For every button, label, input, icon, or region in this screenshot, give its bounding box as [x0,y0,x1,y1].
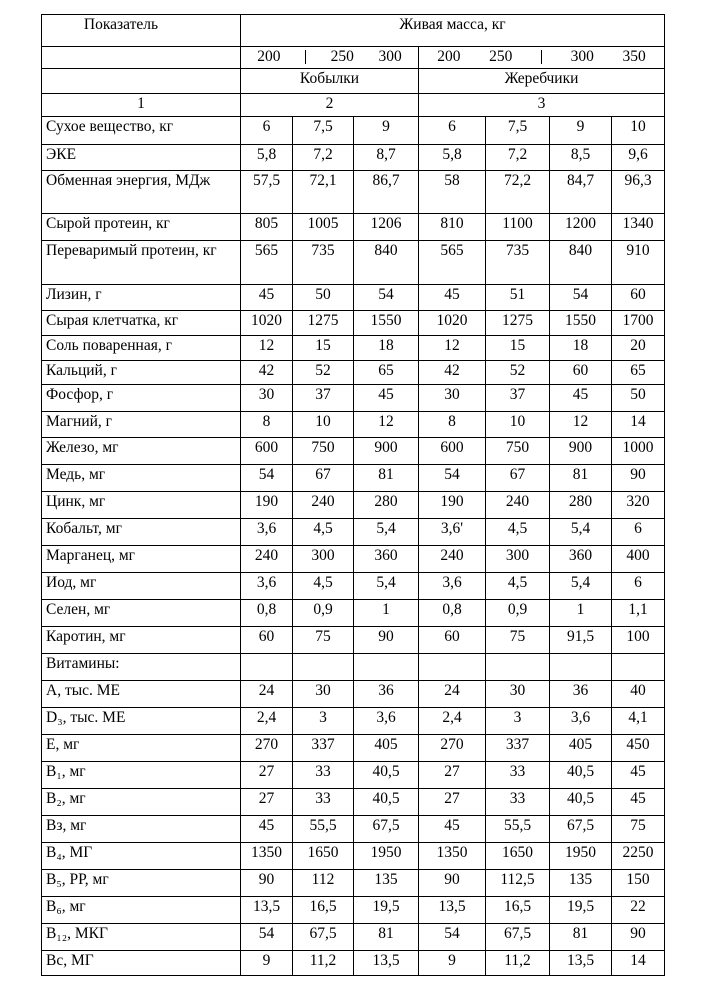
value-cell: 5,4 [354,519,419,546]
value-cell: 7,5 [293,117,354,145]
value-cell: 840 [354,241,419,285]
value-cell: 337 [293,735,354,762]
value-cell: 300 [486,546,550,573]
value-cell: 0,9 [486,600,550,627]
value-cell: 13,5 [550,951,612,976]
value-cell: 16,5 [293,897,354,924]
value-cell: 18 [354,336,419,361]
column-number: 1 [42,94,241,117]
value-cell: 135 [550,870,612,897]
value-cell: 19,5 [354,897,419,924]
value-cell: 14 [612,412,665,438]
value-cell: 45 [354,385,419,412]
value-cell: 735 [293,241,354,285]
value-cell: 72,2 [486,171,550,214]
value-cell: 11,2 [293,951,354,976]
value-cell: 54 [550,285,612,311]
value-cell: 565 [241,241,293,285]
value-cell: 0,8 [241,600,293,627]
value-cell: 75 [293,627,354,654]
nutrition-norms-table [41,14,665,976]
value-cell [354,654,419,681]
colts-weights-header [419,47,665,69]
value-cell: 5,4 [354,573,419,600]
value-cell: 84,7 [550,171,612,214]
value-cell: 900 [354,438,419,465]
value-cell: 240 [486,492,550,519]
live-weight-header: Живая масса, кг [241,15,665,47]
value-cell: 57,5 [241,171,293,214]
value-cell: 30 [293,681,354,708]
table-row [42,546,665,573]
value-cell: 9,6 [612,145,665,171]
value-cell: 270 [241,735,293,762]
value-cell: 1020 [241,311,293,336]
column-number: 2 [241,94,419,117]
table-row [42,241,665,285]
value-cell: 1700 [612,311,665,336]
value-cell: 40,5 [550,762,612,789]
value-cell: 54 [419,924,486,951]
value-cell: 190 [241,492,293,519]
value-cell: 24 [419,681,486,708]
mares-header: Кобылки [241,69,419,94]
value-cell: 2,4 [419,708,486,735]
value-cell: 360 [550,546,612,573]
value-cell: 37 [486,385,550,412]
weight-label: 250 [330,48,354,65]
value-cell: 51 [486,285,550,311]
column-number: 3 [419,94,665,117]
table-row [42,285,665,311]
value-cell: 1340 [612,214,665,241]
value-cell: 1275 [293,311,354,336]
table-row [42,465,665,492]
table-row [42,789,665,816]
value-cell: 45 [241,816,293,843]
value-cell: 0,8 [419,600,486,627]
value-cell: 910 [612,241,665,285]
blank-header-cell [42,69,241,94]
value-cell: 54 [241,924,293,951]
weight-label: 200 [257,48,281,65]
value-cell: 7,2 [486,145,550,171]
value-cell: 5,8 [241,145,293,171]
value-cell: 91,5 [550,627,612,654]
table-row [42,361,665,385]
value-cell: 90 [354,627,419,654]
value-cell: 7,2 [293,145,354,171]
value-cell: 19,5 [550,897,612,924]
value-cell: 240 [241,546,293,573]
value-cell: 45 [419,816,486,843]
value-cell: 42 [419,361,486,385]
value-cell: 9 [550,117,612,145]
value-cell: 45 [419,285,486,311]
value-cell: 27 [419,762,486,789]
value-cell [419,654,486,681]
value-cell: 3,6 [241,573,293,600]
value-cell: 45 [241,285,293,311]
value-cell: 13,5 [354,951,419,976]
blank-header-cell [42,47,241,69]
value-cell: 1200 [550,214,612,241]
row-label: Каротин, мг [42,627,241,654]
row-label: B₅, РР, мг [42,870,241,897]
value-cell: 50 [293,285,354,311]
value-cell: 1350 [419,843,486,870]
value-cell: 900 [550,438,612,465]
row-label: ЭКЕ [42,145,241,171]
value-cell: 81 [550,465,612,492]
value-cell: 6 [612,519,665,546]
value-cell: 67 [486,465,550,492]
value-cell: 750 [486,438,550,465]
value-cell: 240 [419,546,486,573]
value-cell: 135 [354,870,419,897]
value-cell: 75 [486,627,550,654]
row-label: B₆, мг [42,897,241,924]
value-cell: 55,5 [293,816,354,843]
value-cell: 12 [419,336,486,361]
value-cell: 1 [354,600,419,627]
row-label: Сырой протеин, кг [42,214,241,241]
value-cell: 840 [550,241,612,285]
row-label: B₁₂, МКГ [42,924,241,951]
table-row [42,627,665,654]
value-cell: 112 [293,870,354,897]
table-row [42,492,665,519]
value-cell: 54 [241,465,293,492]
row-label: D₃, тыс. МЕ [42,708,241,735]
value-cell: 3,6 [354,708,419,735]
value-cell: 4,5 [486,519,550,546]
value-cell: 3,6 [419,573,486,600]
row-label: А, тыс. МЕ [42,681,241,708]
value-cell: 3,6' [419,519,486,546]
value-cell: 400 [612,546,665,573]
value-cell: 9 [419,951,486,976]
value-cell: 4,5 [486,573,550,600]
value-cell: 3 [293,708,354,735]
value-cell: 30 [241,385,293,412]
table-row [42,708,665,735]
weight-label: 250 [489,48,513,65]
table-row [42,145,665,171]
table-row [42,385,665,412]
value-cell: 12 [354,412,419,438]
table-row [42,897,665,924]
value-cell: 90 [612,465,665,492]
table-row [42,924,665,951]
value-cell: 60 [612,285,665,311]
table-row [42,870,665,897]
value-cell: 33 [486,789,550,816]
value-cell: 81 [354,465,419,492]
value-cell: 565 [419,241,486,285]
value-cell: 300 [293,546,354,573]
table-row [42,438,665,465]
value-cell: 810 [419,214,486,241]
value-cell: 5,8 [419,145,486,171]
row-label: Витамины: [42,654,241,681]
value-cell: 5,4 [550,573,612,600]
value-cell: 37 [293,385,354,412]
table-row [42,412,665,438]
value-cell: 86,7 [354,171,419,214]
row-label: Сухое вещество, кг [42,117,241,145]
value-cell: 96,3 [612,171,665,214]
weight-label: 300 [378,48,402,65]
table-row [42,573,665,600]
value-cell: 33 [293,789,354,816]
row-label: Bз, мг [42,816,241,843]
row-label: Переваримый протеин, кг [42,241,241,285]
value-cell: 6 [419,117,486,145]
value-cell: 280 [354,492,419,519]
value-cell: 75 [612,816,665,843]
row-label: Медь, мг [42,465,241,492]
value-cell: 1950 [354,843,419,870]
row-label: B₂, мг [42,789,241,816]
value-cell: 13,5 [241,897,293,924]
value-cell: 1000 [612,438,665,465]
table-row [42,311,665,336]
row-label: Цинк, мг [42,492,241,519]
value-cell: 45 [612,789,665,816]
value-cell [293,654,354,681]
mares-weights-header [241,47,419,69]
value-cell: 30 [486,681,550,708]
value-cell: 45 [612,762,665,789]
value-cell: 1550 [354,311,419,336]
value-cell: 72,1 [293,171,354,214]
value-cell: 65 [354,361,419,385]
value-cell: 10 [486,412,550,438]
value-cell: 1650 [293,843,354,870]
weight-label: 350 [622,48,646,65]
value-cell: 33 [486,762,550,789]
value-cell: 1275 [486,311,550,336]
value-cell: 240 [293,492,354,519]
value-cell: 20 [612,336,665,361]
value-cell: 1,1 [612,600,665,627]
value-cell: 30 [419,385,486,412]
row-label: Иод, мг [42,573,241,600]
value-cell: 60 [241,627,293,654]
value-cell: 58 [419,171,486,214]
value-cell: 81 [354,924,419,951]
value-cell: 12 [550,412,612,438]
value-cell: 750 [293,438,354,465]
value-cell: 16,5 [486,897,550,924]
table-row [42,336,665,361]
value-cell: 10 [293,412,354,438]
value-cell: 4,1 [612,708,665,735]
value-cell: 450 [612,735,665,762]
value-cell: 27 [419,789,486,816]
value-cell: 40,5 [354,762,419,789]
value-cell: 40,5 [354,789,419,816]
value-cell: 1350 [241,843,293,870]
value-cell: 36 [550,681,612,708]
value-cell: 805 [241,214,293,241]
row-label: Bc, МГ [42,951,241,976]
value-cell: 190 [419,492,486,519]
value-cell: 12 [241,336,293,361]
value-cell: 3 [486,708,550,735]
value-cell: 90 [612,924,665,951]
row-label: Железо, мг [42,438,241,465]
table-row [42,762,665,789]
indicator-header: Показатель [42,15,241,47]
table-row [42,816,665,843]
value-cell: 42 [241,361,293,385]
value-cell: 1 [550,600,612,627]
value-cell: 54 [419,465,486,492]
value-cell: 36 [354,681,419,708]
row-label: Обменная энергия, МДж [42,171,241,214]
value-cell: 15 [293,336,354,361]
row-label: Е, мг [42,735,241,762]
table-row [42,117,665,145]
value-cell: 67,5 [550,816,612,843]
value-cell: 27 [241,762,293,789]
value-cell: 3,6 [550,708,612,735]
value-cell: 280 [550,492,612,519]
value-cell: 320 [612,492,665,519]
value-cell [612,654,665,681]
value-cell: 45 [550,385,612,412]
row-label: Лизин, г [42,285,241,311]
value-cell: 13,5 [419,897,486,924]
value-cell: 60 [550,361,612,385]
value-cell: 112,5 [486,870,550,897]
value-cell: 9 [241,951,293,976]
value-cell: 2,4 [241,708,293,735]
value-cell: 90 [419,870,486,897]
value-cell: 52 [293,361,354,385]
value-cell: 65 [612,361,665,385]
value-cell: 67,5 [293,924,354,951]
table-row [42,654,665,681]
row-label: Соль поваренная, г [42,336,241,361]
value-cell [241,654,293,681]
weight-label: 200 [437,48,461,65]
value-cell: 14 [612,951,665,976]
value-cell: 600 [419,438,486,465]
row-label: Селен, мг [42,600,241,627]
value-cell: 55,5 [486,816,550,843]
value-cell: 360 [354,546,419,573]
value-cell: 18 [550,336,612,361]
value-cell: 2250 [612,843,665,870]
value-cell [486,654,550,681]
value-cell: 1005 [293,214,354,241]
value-cell: 8,5 [550,145,612,171]
value-cell: 1100 [486,214,550,241]
table-row [42,843,665,870]
value-cell: 24 [241,681,293,708]
value-cell: 405 [550,735,612,762]
value-cell: 1950 [550,843,612,870]
value-cell: 67 [293,465,354,492]
table-row [42,600,665,627]
value-cell: 0,9 [293,600,354,627]
colts-header: Жеребчики [419,69,665,94]
table-row [42,171,665,214]
table-row [42,735,665,762]
value-cell: 54 [354,285,419,311]
value-cell: 1020 [419,311,486,336]
value-cell: 60 [419,627,486,654]
value-cell: 100 [612,627,665,654]
value-cell: 270 [419,735,486,762]
value-cell: 50 [612,385,665,412]
value-cell: 67,5 [486,924,550,951]
value-cell: 150 [612,870,665,897]
value-cell: 1650 [486,843,550,870]
value-cell: 15 [486,336,550,361]
value-cell: 6 [612,573,665,600]
weight-label: 300 [570,48,594,65]
value-cell: 1550 [550,311,612,336]
value-cell: 27 [241,789,293,816]
value-cell: 40 [612,681,665,708]
value-cell: 8,7 [354,145,419,171]
value-cell: 735 [486,241,550,285]
value-cell: 405 [354,735,419,762]
value-cell: 5,4 [550,519,612,546]
value-cell: 81 [550,924,612,951]
value-cell: 52 [486,361,550,385]
value-cell: 4,5 [293,519,354,546]
value-cell: 9 [354,117,419,145]
value-cell: 7,5 [486,117,550,145]
table-row [42,681,665,708]
row-label: B₄, МГ [42,843,241,870]
row-label: Магний, г [42,412,241,438]
value-cell: 90 [241,870,293,897]
value-cell: 600 [241,438,293,465]
value-cell: 4,5 [293,573,354,600]
value-cell: 10 [612,117,665,145]
value-cell: 40,5 [550,789,612,816]
value-cell: 3,6 [241,519,293,546]
row-label: Марганец, мг [42,546,241,573]
value-cell: 11,2 [486,951,550,976]
value-cell [550,654,612,681]
row-label: Фосфор, г [42,385,241,412]
value-cell: 337 [486,735,550,762]
row-label: B₁, мг [42,762,241,789]
value-cell: 6 [241,117,293,145]
value-cell: 67,5 [354,816,419,843]
value-cell: 22 [612,897,665,924]
table-row [42,519,665,546]
value-cell: 8 [241,412,293,438]
row-label: Сырая клетчатка, кг [42,311,241,336]
row-label: Кальций, г [42,361,241,385]
value-cell: 1206 [354,214,419,241]
value-cell: 8 [419,412,486,438]
table-row [42,951,665,976]
row-label: Кобальт, мг [42,519,241,546]
value-cell: 33 [293,762,354,789]
table-row [42,214,665,241]
